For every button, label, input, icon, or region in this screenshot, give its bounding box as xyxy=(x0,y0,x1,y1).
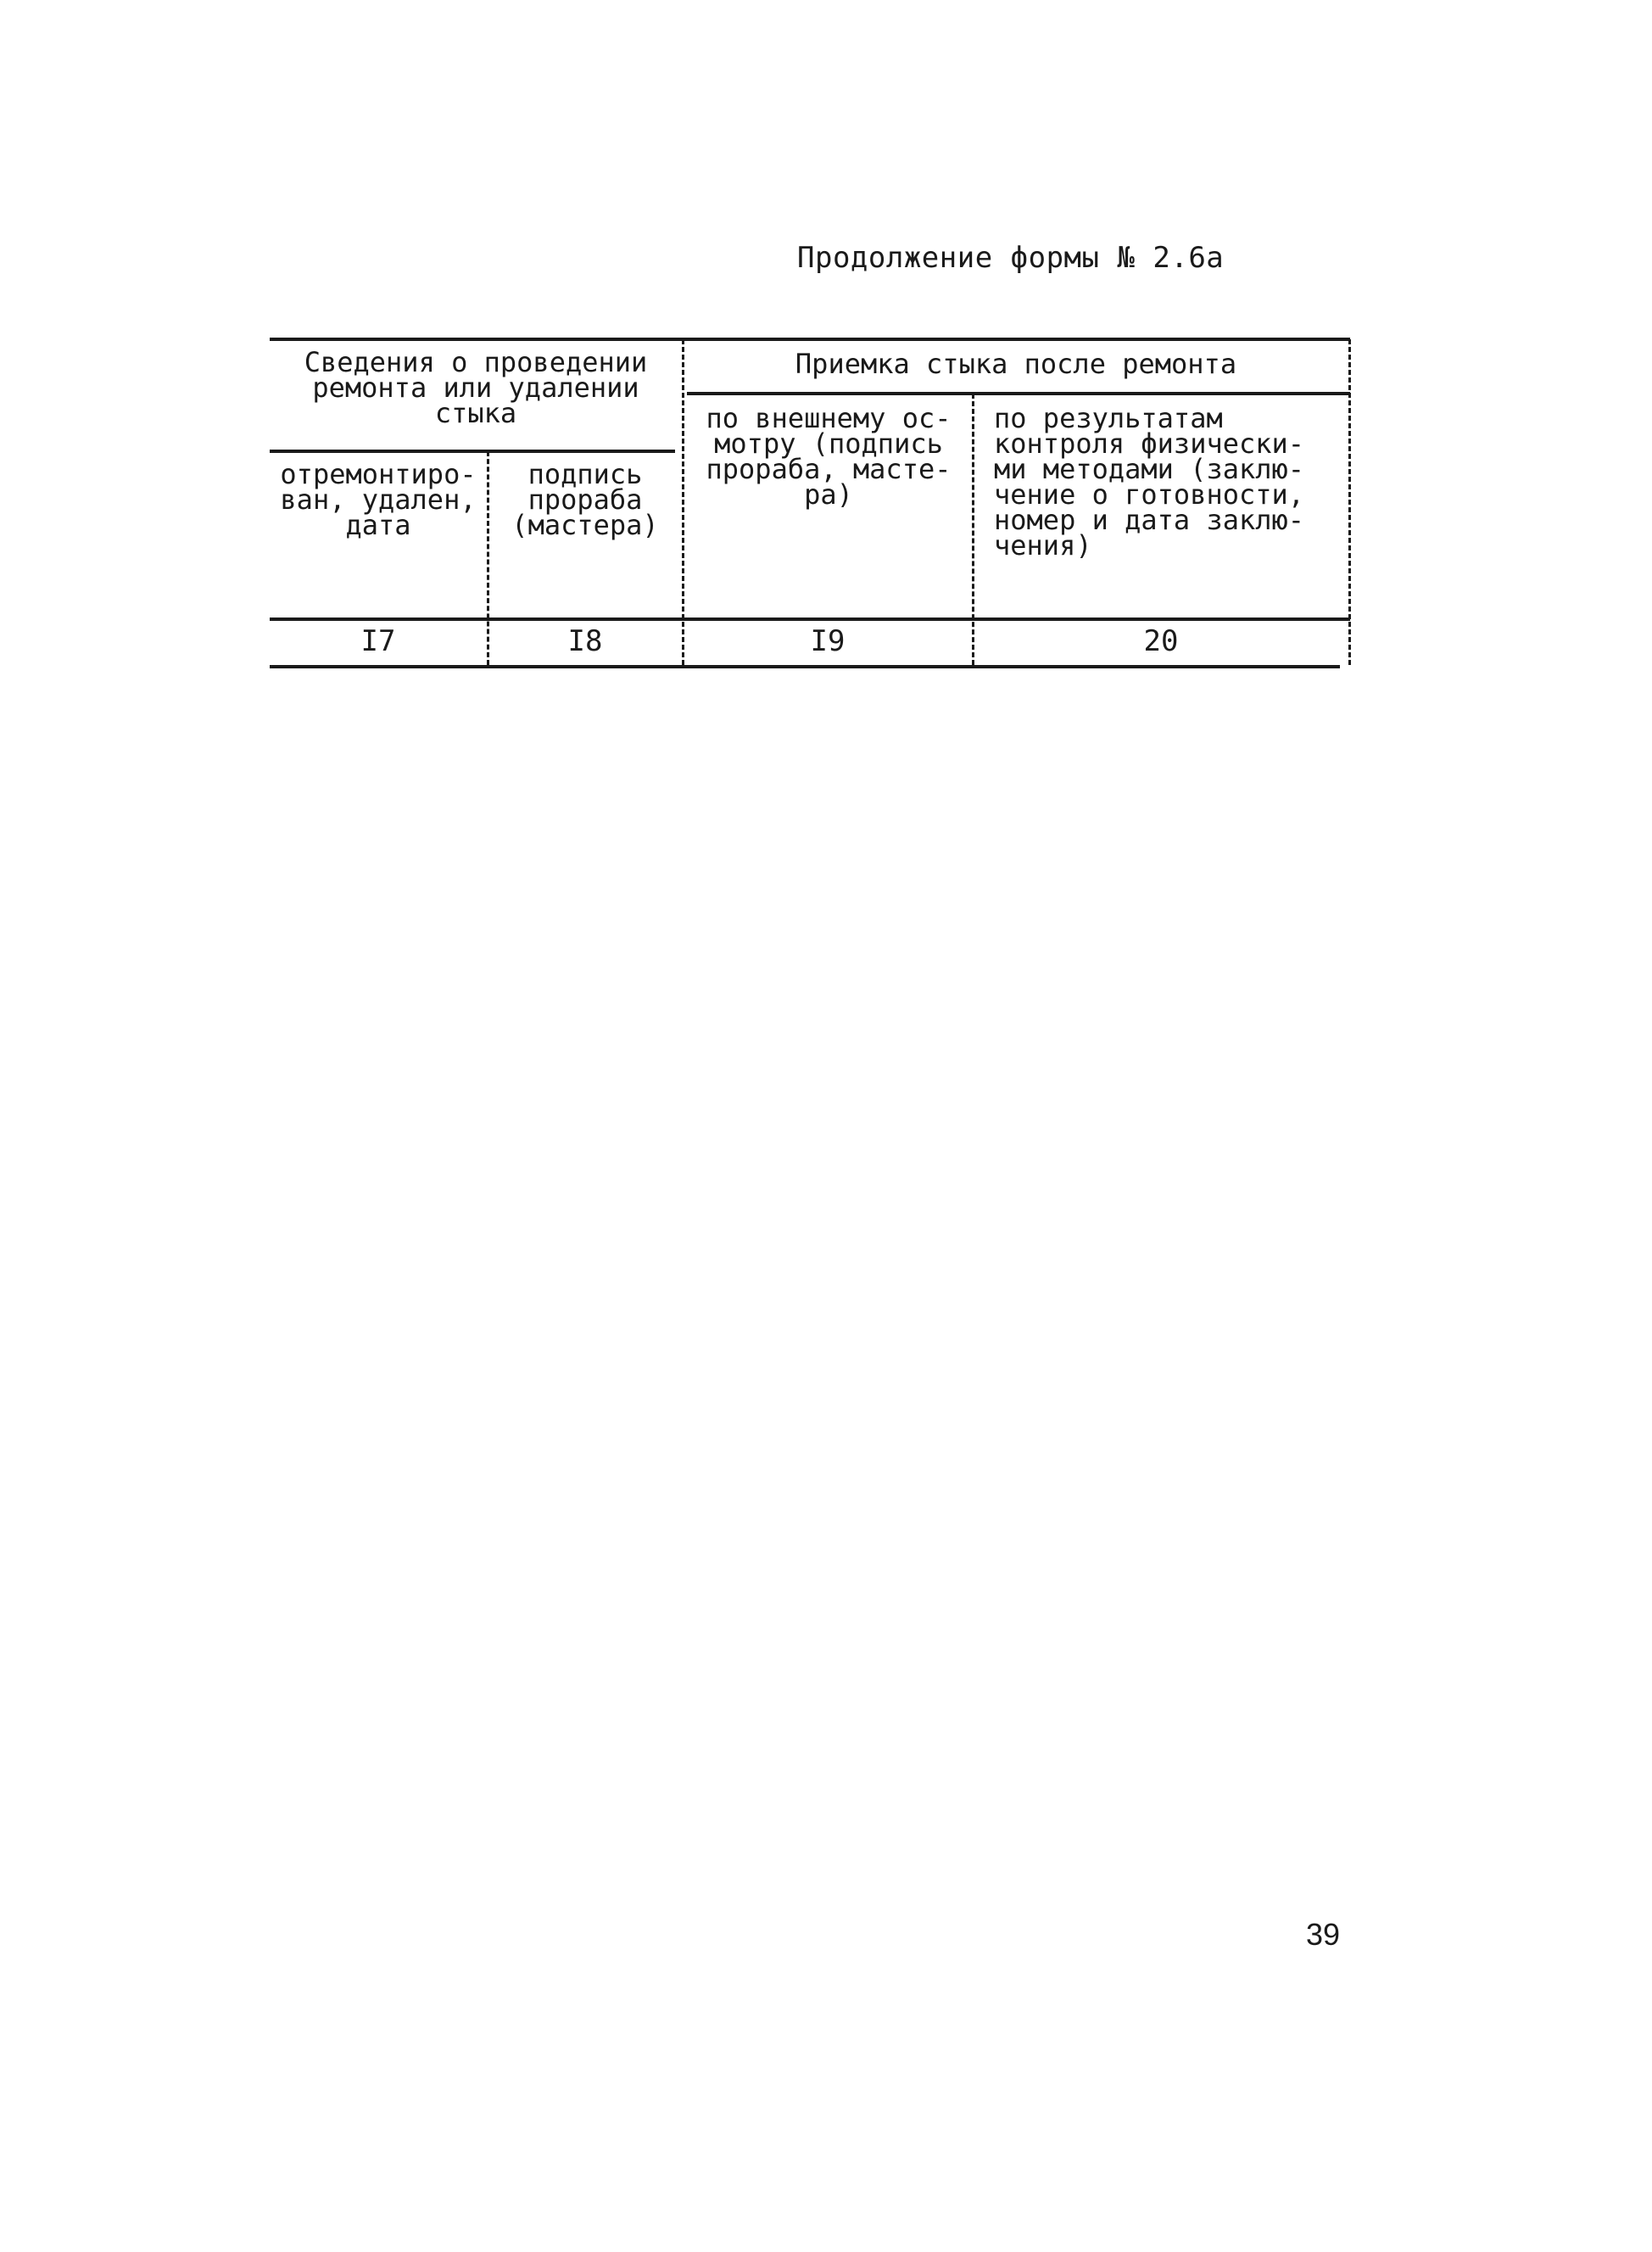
repair-group-rule xyxy=(270,450,675,453)
table-top-rule xyxy=(270,338,1350,341)
col-18-header: подпись прораба (мастера) xyxy=(511,458,659,541)
col-20-header: по результатам контроля физически- ми методами (заклю- чение о готовности, номер и дата заклю- чения) xyxy=(994,402,1305,562)
table-right-edge xyxy=(1348,339,1351,665)
separator-repair-acceptance xyxy=(682,339,684,665)
header-bottom-rule xyxy=(270,617,1350,621)
form-caption: Продолжение формы № 2.6а xyxy=(797,241,1225,275)
col-17-header: отремонтиро- ван, удален, дата xyxy=(280,458,477,541)
col-19-header: по внешнему ос- мотру (подпись прораба, масте- ра) xyxy=(706,402,952,511)
col-number-18: I8 xyxy=(567,624,603,658)
table-bottom-rule xyxy=(270,665,1340,668)
separator-19-20 xyxy=(972,394,974,665)
page-number: 39 xyxy=(1306,1917,1341,1952)
col-number-20: 20 xyxy=(1143,624,1179,658)
form-table xyxy=(270,338,1350,670)
acceptance-group-rule xyxy=(687,392,1350,395)
col-number-17: I7 xyxy=(360,624,396,658)
group-repair-header: Сведения о проведении ремонта или удалении стыка xyxy=(304,346,648,429)
group-acceptance-header: Приемка стыка после ремонта xyxy=(795,348,1237,380)
col-number-19: I9 xyxy=(810,624,846,658)
